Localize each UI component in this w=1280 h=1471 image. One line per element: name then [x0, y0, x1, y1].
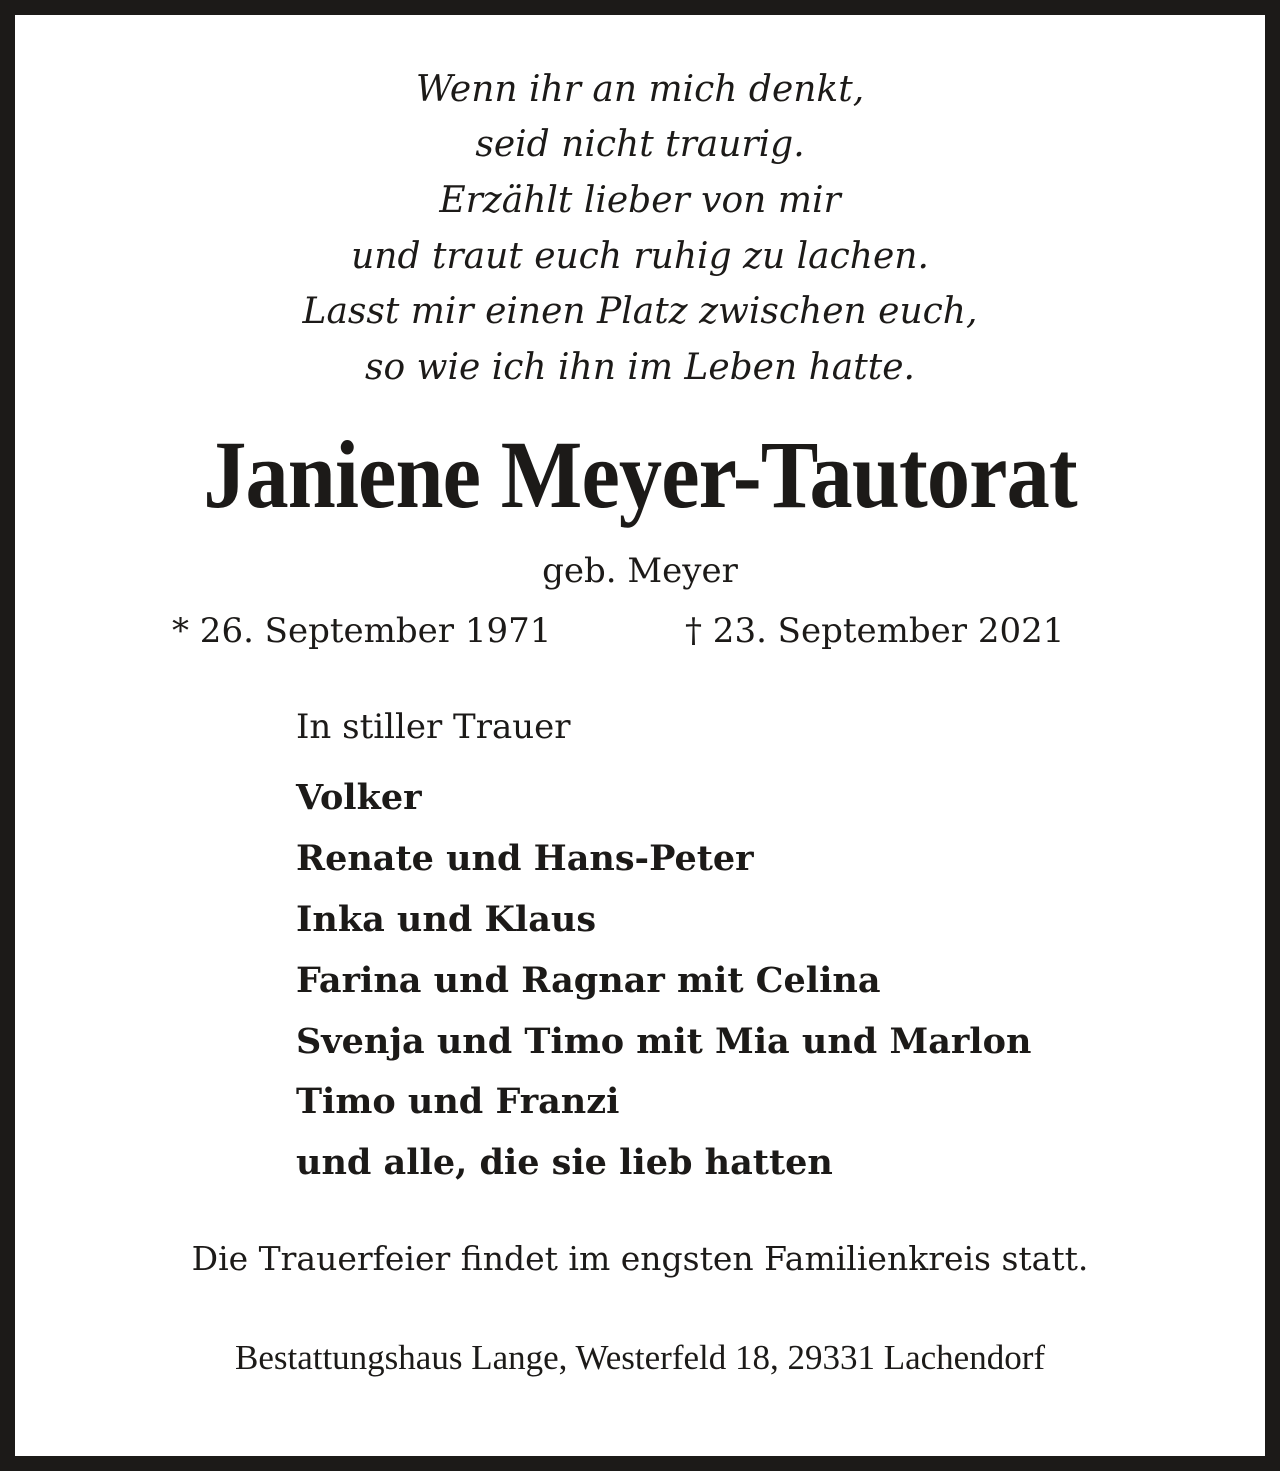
poem-line: und traut euch ruhig zu lachen.	[351, 236, 929, 277]
birth-date: * 26. September 1971	[172, 611, 552, 651]
poem-line: Wenn ihr an mich denkt,	[415, 69, 865, 110]
mourner-name: Timo und Franzi	[296, 1081, 620, 1122]
mourner-name: Svenja und Timo mit Mia und Marlon	[296, 1021, 1032, 1062]
funeral-home-address: Bestattungshaus Lange, Westerfeld 18, 29331 Lachendorf	[234, 1338, 1046, 1377]
poem-line: so wie ich ihn im Leben hatte.	[365, 347, 915, 388]
birth-name: geb. Meyer	[542, 551, 738, 591]
mourner-name: Farina und Ragnar mit Celina	[296, 960, 881, 1001]
mourner-name: Inka und Klaus	[296, 899, 597, 940]
mourning-intro: In stiller Trauer	[296, 707, 571, 747]
ceremony-notice: Die Trauerfeier findet im engsten Familienkreis statt.	[191, 1239, 1089, 1278]
mourner-name: und alle, die sie lieb hatten	[296, 1142, 833, 1183]
poem-line: seid nicht traurig.	[475, 124, 805, 165]
death-date: † 23. September 2021	[685, 611, 1065, 651]
poem-line: Lasst mir einen Platz zwischen euch,	[302, 291, 978, 332]
deceased-name: Janiene Meyer-Tautorat	[203, 421, 1077, 528]
mourner-name: Volker	[296, 777, 422, 818]
mourner-name: Renate und Hans-Peter	[296, 838, 754, 879]
poem-line: Erzählt lieber von mir	[439, 180, 841, 221]
